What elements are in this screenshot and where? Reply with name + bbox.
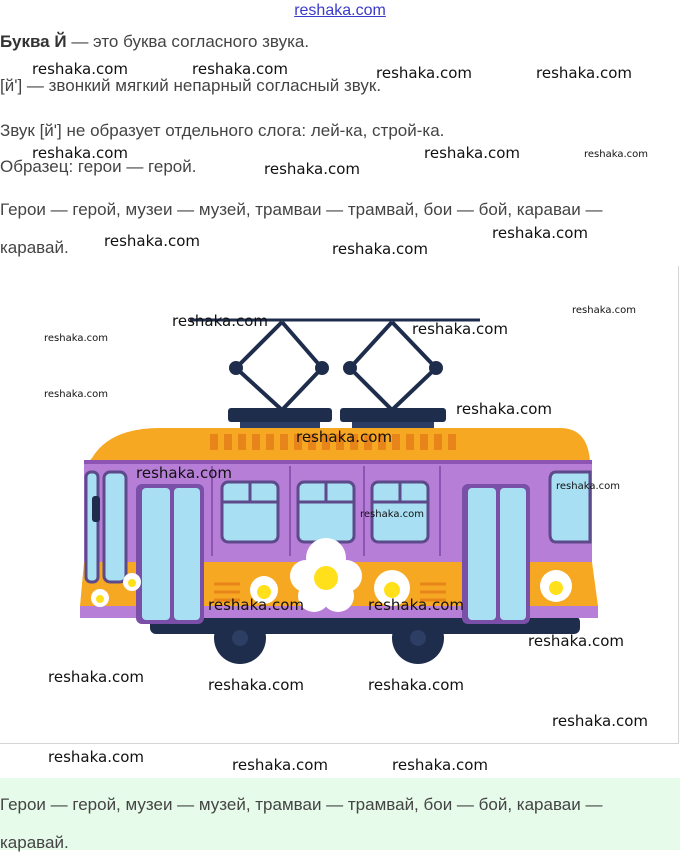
door-left [136,484,204,624]
watermark: reshaka.com [412,320,508,338]
syllable-rule: Звук [й'] не образует отдельного слога: лей-ка, строй-ка. [0,121,445,140]
watermark: reshaka.com [392,756,488,774]
roof-base-right [340,408,446,422]
watermark: reshaka.com [456,400,552,418]
door-right [462,484,530,624]
site-link[interactable]: reshaka.com [294,2,386,19]
definition-rest: — это буква согласного звука. [66,32,310,51]
watermark: reshaka.com [528,632,624,650]
watermark: reshaka.com [192,60,288,78]
watermark: reshaka.com [136,464,232,482]
answer-text: Герои — герой, музеи — музей, трамваи — трамвай, бои — бой, караваи — каравай. [0,795,603,852]
example-line: Образец: герои — герой. [0,157,197,176]
watermark: reshaka.com [552,712,648,730]
watermark: reshaka.com [32,144,128,162]
sound-description: [й'] — звонкий мягкий непарный согласный звук. [0,76,382,95]
watermark: reshaka.com [208,676,304,694]
answer-box [0,778,680,850]
roof-base-left [228,408,332,422]
watermark: reshaka.com [44,389,108,400]
watermark: reshaka.com [232,756,328,774]
watermark: reshaka.com [332,240,428,258]
exercise-text: Герои — герой, музеи — музей, трамваи — трамвай, бои — бой, караваи — каравай. [0,200,603,257]
definition-line [0,32,309,52]
watermark: reshaka.com [48,668,144,686]
watermark: reshaka.com [172,312,268,330]
letter-term: Буква Й [0,32,67,51]
watermark: reshaka.com [360,509,424,520]
flower-small-3 [540,570,572,602]
watermark: reshaka.com [368,596,464,614]
watermark: reshaka.com [368,676,464,694]
pantograph-left [231,322,327,410]
watermark: reshaka.com [32,60,128,78]
watermark: reshaka.com [296,428,392,446]
watermark: reshaka.com [572,305,636,316]
watermark: reshaka.com [208,596,304,614]
watermark: reshaka.com [492,224,588,242]
watermark: reshaka.com [104,232,200,250]
watermark: reshaka.com [264,160,360,178]
watermark: reshaka.com [424,144,520,162]
watermark: reshaka.com [556,481,620,492]
watermark: reshaka.com [48,748,144,766]
watermark: reshaka.com [376,64,472,82]
watermark: reshaka.com [44,333,108,344]
watermark: reshaka.com [536,64,632,82]
watermark: reshaka.com [584,149,648,160]
